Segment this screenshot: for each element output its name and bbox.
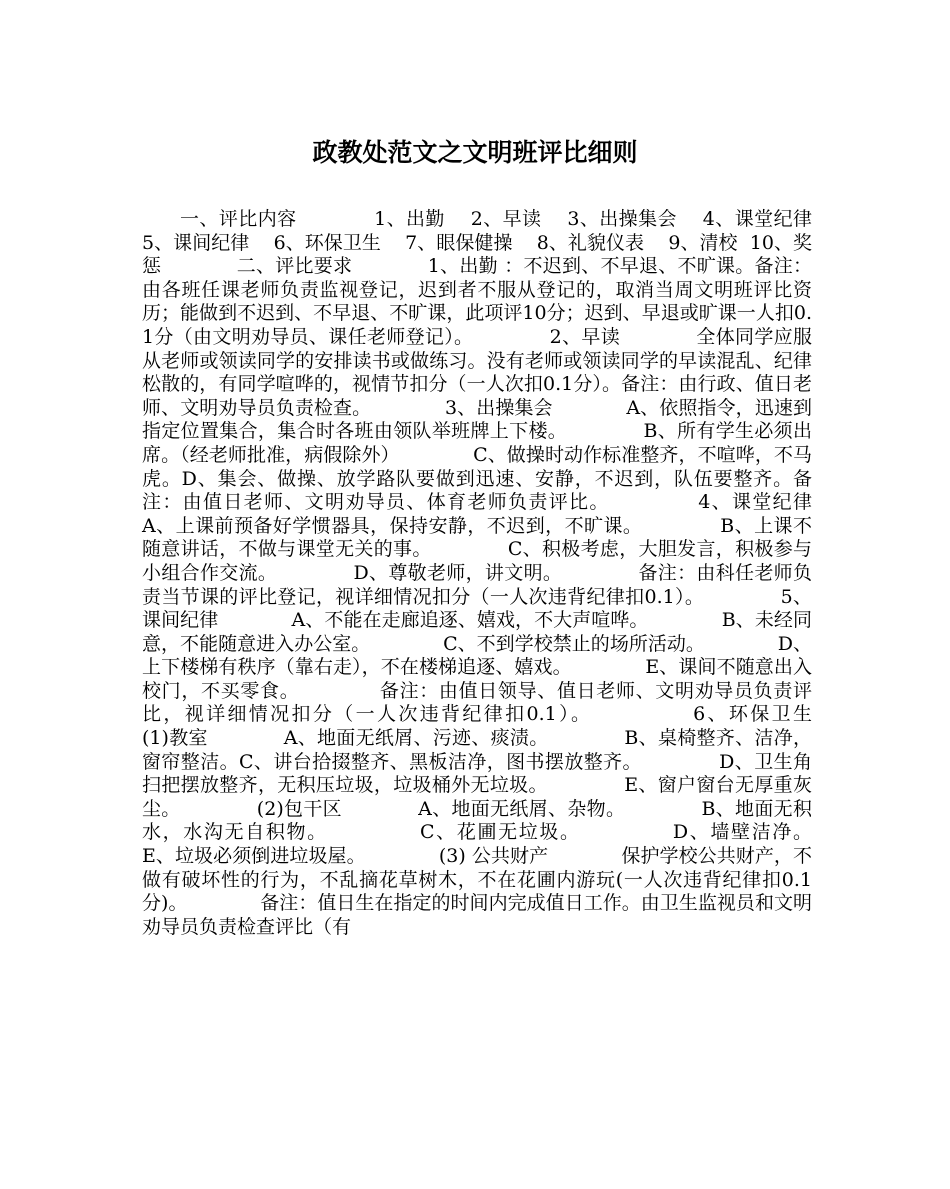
document-title: 政教处范文之文明班评比细则 [312,138,638,167]
document-body: 一、评比内容 1、出勤 2、早读 3、出操集会 4、课堂纪律 5、课间纪律 6、环保卫生 7、眼保健操 8、礼貌仪表 9、清校 10、奖惩 二、评比要求 1、出勤 ：不迟到、不早退、不旷课。备注：由各班任课老师负责监视登记，迟到者不服从登记的，取消当周文明班评比资历；能做到不迟到、不早退、不旷课，此项评10分；迟到、早退或旷课一人扣0.1分（由文明劝导员、课任老师登记）。 2、早读 全体同学应服从老师或领读同学的安排读书或做练习。没有老师或领读同学的早读混乱、纪律松散的，有同学喧哗的，视情节扣分（一人次扣0.1分）。备注：由行政、值日老师、文明劝导员负责检查。 3、出操集会 A、依照指令，迅速到指定位置集合，集合时各班由领队举班牌上下楼。 B、所有学生必须出席。（经老师批准，病假除外） C、做操时动作标准整齐，不喧哗，不马虎。D、集会、做操、放学路队要做到迅速、安静，不迟到，队伍要整齐。备注：由值日老师、文明劝导员、体育老师负责评比。 4、课堂纪律 A、上课前预备好学惯器具，保持安静，不迟到，不旷课。 B、上课不随意讲话，不做与课堂无关的事。 C、积极考虑，大胆发言，积极参与小组合作交流。 D、尊敬老师，讲文明。 备注：由科任老师负责当节课的评比登记，视详细情况扣分（一人次违背纪律扣0.1）。 5、课间纪律 A、不能在走廊追逐、嬉戏，不大声喧哗。 B、未经同意，不能随意进入办公室。 C、不到学校禁止的场所活动。 D、上下楼梯有秩序（靠右走），不在楼梯追逐、嬉戏。 E、课间不随意出入校门，不买零食。 备注：由值日领导、值日老师、文明劝导员负责评比，视详细情况扣分（一人次违背纪律扣0.1）。 6、环保卫生 (1)教室 A、地面无纸屑、污迹、痰渍。 B、桌椅整齐、洁净，窗帘整洁。C、讲台拾掇整齐、黑板洁净，图书摆放整齐。 D、卫生角扫把摆放整齐，无积压垃圾，垃圾桶外无垃圾。 E、窗户窗台无厚重灰尘。 (2)包干区 A、地面无纸屑、杂物。 B、地面无积水，水沟无自积物。 C、花圃无垃圾。 D、墙壁洁净。 E、垃圾必须倒进垃圾屋。 (3) 公共财产 保护学校公共财产，不做有破坏性的行为，不乱摘花草树木，不在花圃内游玩(一人次违背纪律扣0.1分)。 备注：值日生在指定的时间内完成值日工作。由卫生监视员和文明劝导员负责检查评比（有 [142,208,885,938]
